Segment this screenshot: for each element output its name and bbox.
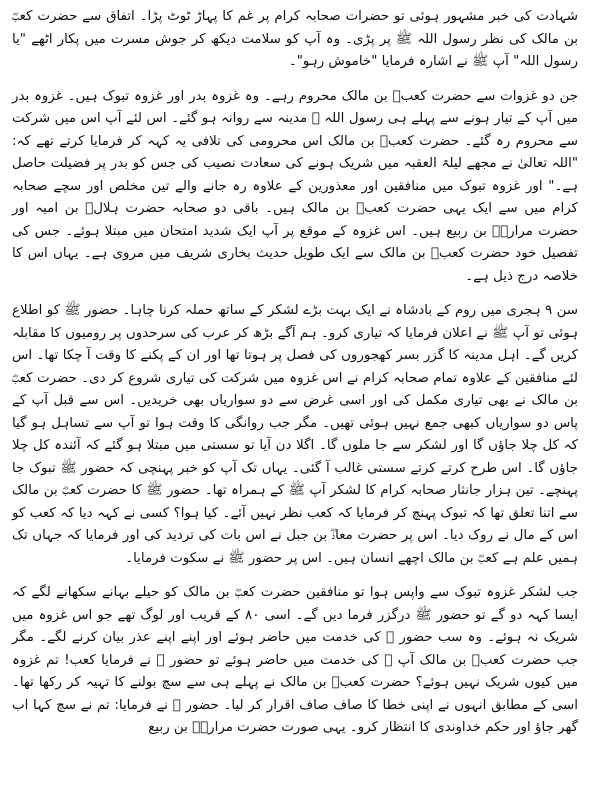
paragraph-tabuk-preparation: سن ۹ ہجری میں روم کے بادشاہ نے ایک بہت بڑے لشکر کے ساتھ حملہ کرنا چاہا۔ حضور ﷺ کو اطلاع ہوئی تو آپ ﷺ نے اعلان فرمایا کہ تیاری کرو۔ ہم آگے بڑھ کر عرب کی سرحدوں پر رومیوں کا مقابلہ کریں گے۔ اہل مدینہ کا گزر بسر کھجوروں کی فصل پر ہوتا تھا اور ان کے پکنے کا وقت آ چکا تھا۔ اس لئے منافقین کے علاوہ تمام صحابہ کرام نے اس غزوہ میں شرکت کی تیاری شروع کر دی۔ حضرت کعبؓ بن مالک نے بھی تیاری مکمل کی اور اسی غرض سے دو سواریاں بھی خریدیں۔ اس سے قبل آپ کے پاس دو سواریاں کبھی جمع نہیں ہوئی تھیں۔ مگر جب روانگی کا وقت ہوا تو آپ سے تساہل ہو گیا کہ کل چلا جاؤں گا اور لشکر سے جا ملوں گا۔ اگلا دن آیا تو سستی میں مبتلا ہو گئے کہ آئندہ کل چلا جاؤں گا۔ اس طرح کرتے کرتے سستی غالب آ گئی۔ یہاں تک آپ کو خبر پہنچی کہ حضور ﷺ تبوک جا پہنچے۔ تین ہزار جانثار صحابہ کرام کا لشکر آپ ﷺ کے ہمراہ تھا۔ حضور ﷺ کا حضرت کعبؓ بن مالک سے اتنا تعلق تھا کہ تبوک پہنچ کر فرمایا کہ کعب نظر نہیں آئے۔ کیا ہوا؟ کسی نے کہہ دیا کہ کعب کو اس کے مال نے روک دیا۔ اس پر حضرت معاذؓ بن جبل نے اس بات کی تردید کی اور فرمایا کہ جہاں تک ہمیں علم ہے کعبؓ بن مالک اچھے انسان ہیں۔ اس پر حضور ﷺ نے سکوت فرمایا۔ [12, 303, 578, 566]
paragraph-martyrdom-news: شہادت کی خبر مشہور ہوئی تو حضرات صحابہ کرام پر غم کا پہاڑ ٹوٹ پڑا۔ اتفاق سے حضرت کعبؓ بن مالک کی نظر رسول اللہ ﷺ پر پڑی۔ وہ آپ کو سلامت دیکھ کر جوش مسرت میں پکار اٹھے "یا رسول اللہ" آپ ﷺ نے اشارہ فرمایا "خاموش رہو"۔ [12, 9, 578, 69]
paragraph-missed-battles: جن دو غزوات سے حضرت کعبؓ بن مالک محروم رہے۔ وہ غزوہ بدر اور غزوہ تبوک ہیں۔ غزوہ بدر میں آپ کے تیار ہونے سے پہلے ہی رسول اللہ ﷺ مدینہ سے روانہ ہو گئے۔ اس لئے آپ اس میں شرکت سے محروم رہ گئے۔ حضرت کعبؓ بن مالک اس محرومی کی تلافی یہ کہہ کر فرمایا کرتے تھے کہ: "اللہ تعالیٰ نے مجھے لیلۃ العقبہ میں شریک ہونے کی سعادت نصیب کی جس کو بدر پر فضیلت حاصل ہے۔" اور غزوہ تبوک میں منافقین اور معذورین کے علاوہ رہ جانے والے تین مخلص اور سچے صحابہ کرام میں سے ایک یہی حضرت کعبؓ بن مالک ہیں۔ باقی دو صحابہ حضرت ہلالؓ بن امیہ اور حضرت مرارہؓ بن ربیع ہیں۔ اس غزوہ کے موقع پر آپ ایک شدید امتحان میں مبتلا ہوئے۔ جس کی تفصیل خود حضرت کعبؓ بن مالک سے ایک طویل حدیث بخاری شریف میں مروی ہے۔ یہاں اس کا خلاصہ درج ذیل ہے۔ [12, 88, 578, 284]
paragraph-return-from-tabuk: جب لشکر غزوہ تبوک سے واپس ہوا تو منافقین حضرت کعبؓ بن مالک کو حیلے بہانے سکھانے لگے کہ ایسا کہہ دو گے تو حضور ﷺ درگزر فرما دیں گے۔ اسی ۸۰ کے قریب اور لوگ تھے جو اس غزوہ میں شریک نہ ہوئے۔ وہ سب حضور ﷺ کی خدمت میں حاضر ہوئے اور اپنے اپنے عذر بیان کرنے لگے۔ مگر جب حضرت کعبؓ بن مالک آپ ﷺ کی خدمت میں حاضر ہوئے تو حضور ﷺ نے فرمایا کعب! تم غزوہ میں کیوں شریک نہیں ہوئے؟ حضرت کعبؓ بن مالک نے پہلے ہی سے سچ بولنے کا تہیہ کر رکھا تھا۔ اسی کے مطابق انہوں نے اپنی خطا کا صاف صاف اقرار کر لیا۔ حضور ﷺ نے فرمایا: تم نے سچ کہا اب گھر جاؤ اور حکم خداوندی کا انتظار کرو۔ یہی صورت حضرت مرارہؓ بن ربیع [12, 585, 578, 735]
